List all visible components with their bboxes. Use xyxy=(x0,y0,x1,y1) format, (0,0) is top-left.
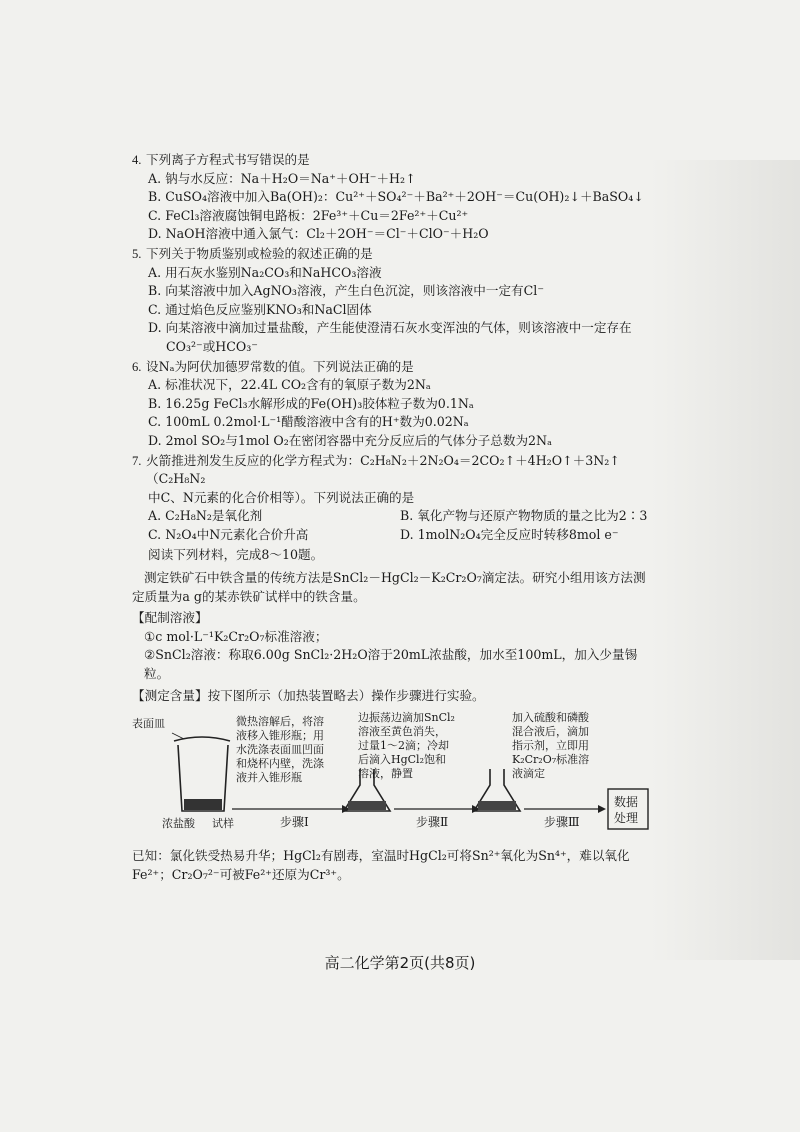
known-info: 已知：氯化铁受热易升华；HgCl₂有剧毒，室温时HgCl₂可将Sn²⁺氧化为Sn⁴⁺，难以氧化Fe²⁺；Cr₂O₇²⁻可被Fe²⁺还原为Cr³⁺。 xyxy=(132,848,630,882)
option-c: C. 通过焰色反应鉴别KNO₃和NaCl固体 xyxy=(148,301,372,317)
watch-glass-label: 表面皿 xyxy=(132,717,165,731)
option-d: D. 向某溶液中滴加过量盐酸，产生能使澄清石灰水变浑浊的气体，则该溶液中一定存在 xyxy=(148,320,632,336)
prep-section-label: 【配制溶液】 xyxy=(132,610,208,626)
option-row xyxy=(132,507,652,526)
option-d: D. 2mol SO₂与1mol O₂在密闭容器中充分反应后的气体分子总数为2Nₐ xyxy=(148,432,552,448)
step-1-label: 步骤Ⅰ xyxy=(280,815,309,830)
step-3-label: 步骤Ⅲ xyxy=(544,815,580,830)
option-b: B. 向某溶液中加入AgNO₃溶液，产生白色沉淀，则该溶液中一定有Cl⁻ xyxy=(148,283,544,299)
option-c: C. N₂O₄中N元素化合价升高 xyxy=(148,526,309,542)
watch-glass-leader xyxy=(172,733,184,739)
step-1-note: 微热溶解后，将溶 液移入锥形瓶；用 水洗涤表面皿凹面 和烧杯内壁，洗涤 液并入锥形瓶 xyxy=(236,715,324,785)
option-b: B. CuSO₄溶液中加入Ba(OH)₂：Cu²⁺＋SO₄²⁻＋Ba²⁺＋2OH⁻＝Cu(OH)₂↓＋BaSO₄↓ xyxy=(148,189,644,205)
option-a: A. C₂H₈N₂是氧化剂 xyxy=(148,508,263,524)
option-d: D. 1molN₂O₄完全反应时转移8mol e⁻ xyxy=(400,526,619,542)
question-stem-continued: 中C、N元素的化合价相等）。下列说法正确的是 xyxy=(148,489,415,505)
question-7 xyxy=(132,452,652,545)
question-stem: 设Nₐ为阿伏加德罗常数的值。下列说法正确的是 xyxy=(146,358,414,374)
question-number: 4. xyxy=(132,153,142,167)
bleed-through-shadow xyxy=(650,160,800,960)
question-number: 7. xyxy=(132,453,142,468)
measure-section-label: 【测定含量】 xyxy=(132,687,208,703)
beaker-sample-layer xyxy=(184,799,222,810)
option-a: A. 标准状况下，22.4L CO₂含有的氧原子数为2Nₐ xyxy=(148,377,431,393)
prep-item-1: ①c mol·L⁻¹K₂Cr₂O₇标准溶液； xyxy=(144,628,328,644)
material-intro: 测定铁矿石中铁含量的传统方法是SnCl₂－HgCl₂－K₂Cr₂O₇滴定法。研究小组用该方法测定质量为a g的某赤铁矿试样中的铁含量。 xyxy=(132,570,646,604)
watch-glass-icon xyxy=(174,737,230,741)
data-box-line-2: 处理 xyxy=(614,811,639,826)
option-c: C. 100mL 0.2mol·L⁻¹醋酸溶液中含有的H⁺数为0.02Nₐ xyxy=(148,414,469,430)
prep-item-2: ②SnCl₂溶液：称取6.00g SnCl₂·2H₂O溶于20mL浓盐酸，加水至100mL，加入少量锡粒。 xyxy=(144,647,638,682)
flask-1-liquid xyxy=(348,801,386,810)
option-a: A. 用石灰水鉴别Na₂CO₃和NaHCO₃溶液 xyxy=(148,264,382,280)
flask-2-liquid xyxy=(478,801,516,810)
sample-label: 试样 xyxy=(212,817,234,831)
conc-hcl-label: 浓盐酸 xyxy=(162,817,195,831)
option-b: B. 氧化产物与还原产物物质的量之比为2∶3 xyxy=(400,508,648,524)
option-row xyxy=(132,526,652,545)
option-d-continued: CO₃²⁻或HCO₃⁻ xyxy=(166,338,258,354)
question-number: 5. xyxy=(132,246,142,261)
step-2-label: 步骤Ⅱ xyxy=(416,815,449,830)
option-a: A. 钠与水反应：Na＋H₂O＝Na⁺＋OH⁻＋H₂↑ xyxy=(148,170,416,186)
question-stem: 火箭推进剂发生反应的化学方程式为：C₂H₈N₂＋2N₂O₄＝2CO₂↑＋4H₂O↑＋3N₂↑（C₂H₈N₂ xyxy=(146,452,620,487)
data-box-line-1: 数据 xyxy=(614,795,639,810)
reading-instruction: 阅读下列材料，完成8～10题。 xyxy=(148,547,324,563)
step-2-note: 边振荡边滴加SnCl₂ 溶液至黄色消失， 过量1～2滴；冷却 后滴入HgCl₂饱和 溶液，静置 xyxy=(358,711,455,781)
question-stem: 下列离子方程式书写错误的是 xyxy=(146,152,310,167)
option-b: B. 16.25g FeCl₃水解形成的Fe(OH)₃胶体粒子数为0.1Nₐ xyxy=(148,395,474,411)
option-c: C. FeCl₃溶液腐蚀铜电路板：2Fe³⁺＋Cu＝2Fe²⁺＋Cu²⁺ xyxy=(148,207,469,223)
flow-arrow-3-head xyxy=(598,805,606,813)
page-content xyxy=(132,150,652,884)
question-6 xyxy=(132,358,652,451)
experiment-diagram xyxy=(132,711,652,843)
question-5 xyxy=(132,245,652,357)
measure-text: 按下图所示（加热装置略去）操作步骤进行实验。 xyxy=(207,687,485,703)
question-4 xyxy=(132,151,652,244)
step-3-note: 加入硫酸和磷酸 混合液后，滴加 指示剂，立即用 K₂Cr₂O₇标准溶 液滴定 xyxy=(512,711,590,781)
question-stem: 下列关于物质鉴别或检验的叙述正确的是 xyxy=(146,245,373,261)
option-d: D. NaOH溶液中通入氯气：Cl₂＋2OH⁻＝Cl⁻＋ClO⁻＋H₂O xyxy=(148,226,489,242)
measure-section xyxy=(132,687,652,706)
question-number: 6. xyxy=(132,359,142,374)
page-footer: 高二化学第2页(共8页) xyxy=(324,954,476,972)
